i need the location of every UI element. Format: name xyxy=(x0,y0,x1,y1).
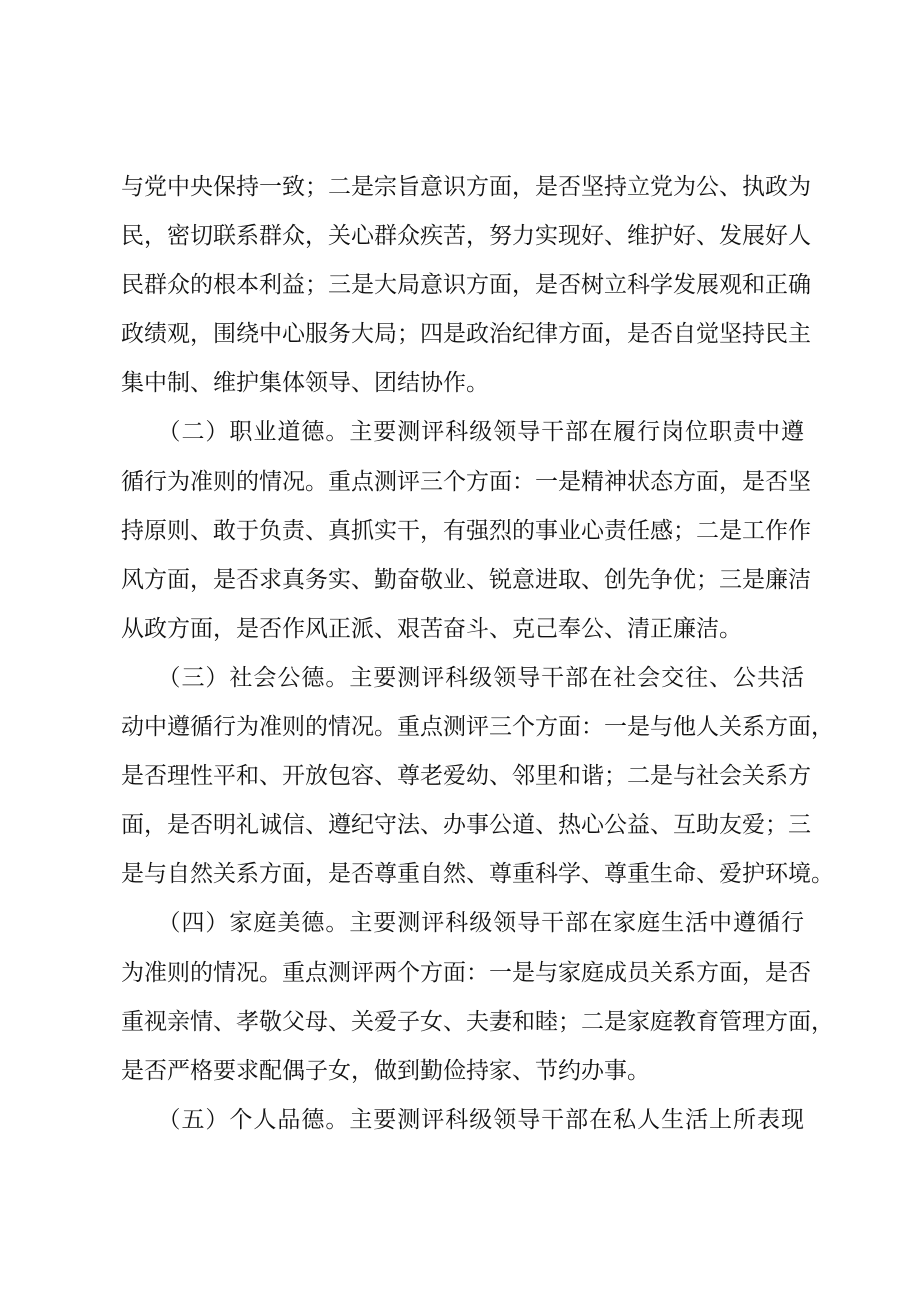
text-line: 是否严格要求配偶子女，做到勤俭持家、节约办事。 xyxy=(121,1057,650,1084)
text-line: 是否理性平和、开放包容、尊老爱幼、邻里和谐；二是与社会关系方 xyxy=(121,763,811,790)
text-line: 风方面，是否求真务实、勤奋敬业、锐意进取、创先争优；三是廉洁 xyxy=(121,566,811,593)
text-line: 民群众的根本利益；三是大局意识方面，是否树立科学发展观和正确 xyxy=(121,272,811,299)
section-heading-line: （三）社会公德。主要测评科级领导干部在社会交往、公共活 xyxy=(121,664,804,691)
text-line: 集中制、维护集体领导、团结协作。 xyxy=(121,370,489,397)
text-line: 动中遵循行为准则的情况。重点测评三个方面：一是与他人关系方面， xyxy=(121,714,834,741)
text-line: 为准则的情况。重点测评两个方面：一是与家庭成员关系方面，是否 xyxy=(121,959,811,986)
section-heading-line: （五）个人品德。主要测评科级领导干部在私人生活上所表现 xyxy=(121,1106,804,1133)
text-line: 与党中央保持一致；二是宗旨意识方面，是否坚持立党为公、执政为 xyxy=(121,174,811,200)
text-line: 是与自然关系方面，是否尊重自然、尊重科学、尊重生命、爱护环境。 xyxy=(121,861,834,888)
text-line: 持原则、敢于负责、真抓实干，有强烈的事业心责任感；二是工作作 xyxy=(121,517,811,544)
text-line: 面，是否明礼诚信、遵纪守法、办事公道、热心公益、互助友爱；三 xyxy=(121,812,811,839)
section-heading-line: （四）家庭美德。主要测评科级领导干部在家庭生活中遵循行 xyxy=(121,910,804,937)
text-line: 重视亲情、孝敬父母、关爱子女、夫妻和睦；二是家庭教育管理方面， xyxy=(121,1008,834,1035)
text-line: 循行为准则的情况。重点测评三个方面：一是精神状态方面，是否坚 xyxy=(121,468,811,495)
text-line: 从政方面，是否作风正派、艰苦奋斗、克己奉公、清正廉洁。 xyxy=(121,615,742,642)
text-line: 政绩观，围绕中心服务大局；四是政治纪律方面，是否自觉坚持民主 xyxy=(121,321,811,348)
document-body xyxy=(121,163,834,1145)
text-line: 民，密切联系群众，关心群众疾苦，努力实现好、维护好、发展好人 xyxy=(121,223,811,250)
section-heading-line: （二）职业道德。主要测评科级领导干部在履行岗位职责中遵 xyxy=(121,419,804,446)
